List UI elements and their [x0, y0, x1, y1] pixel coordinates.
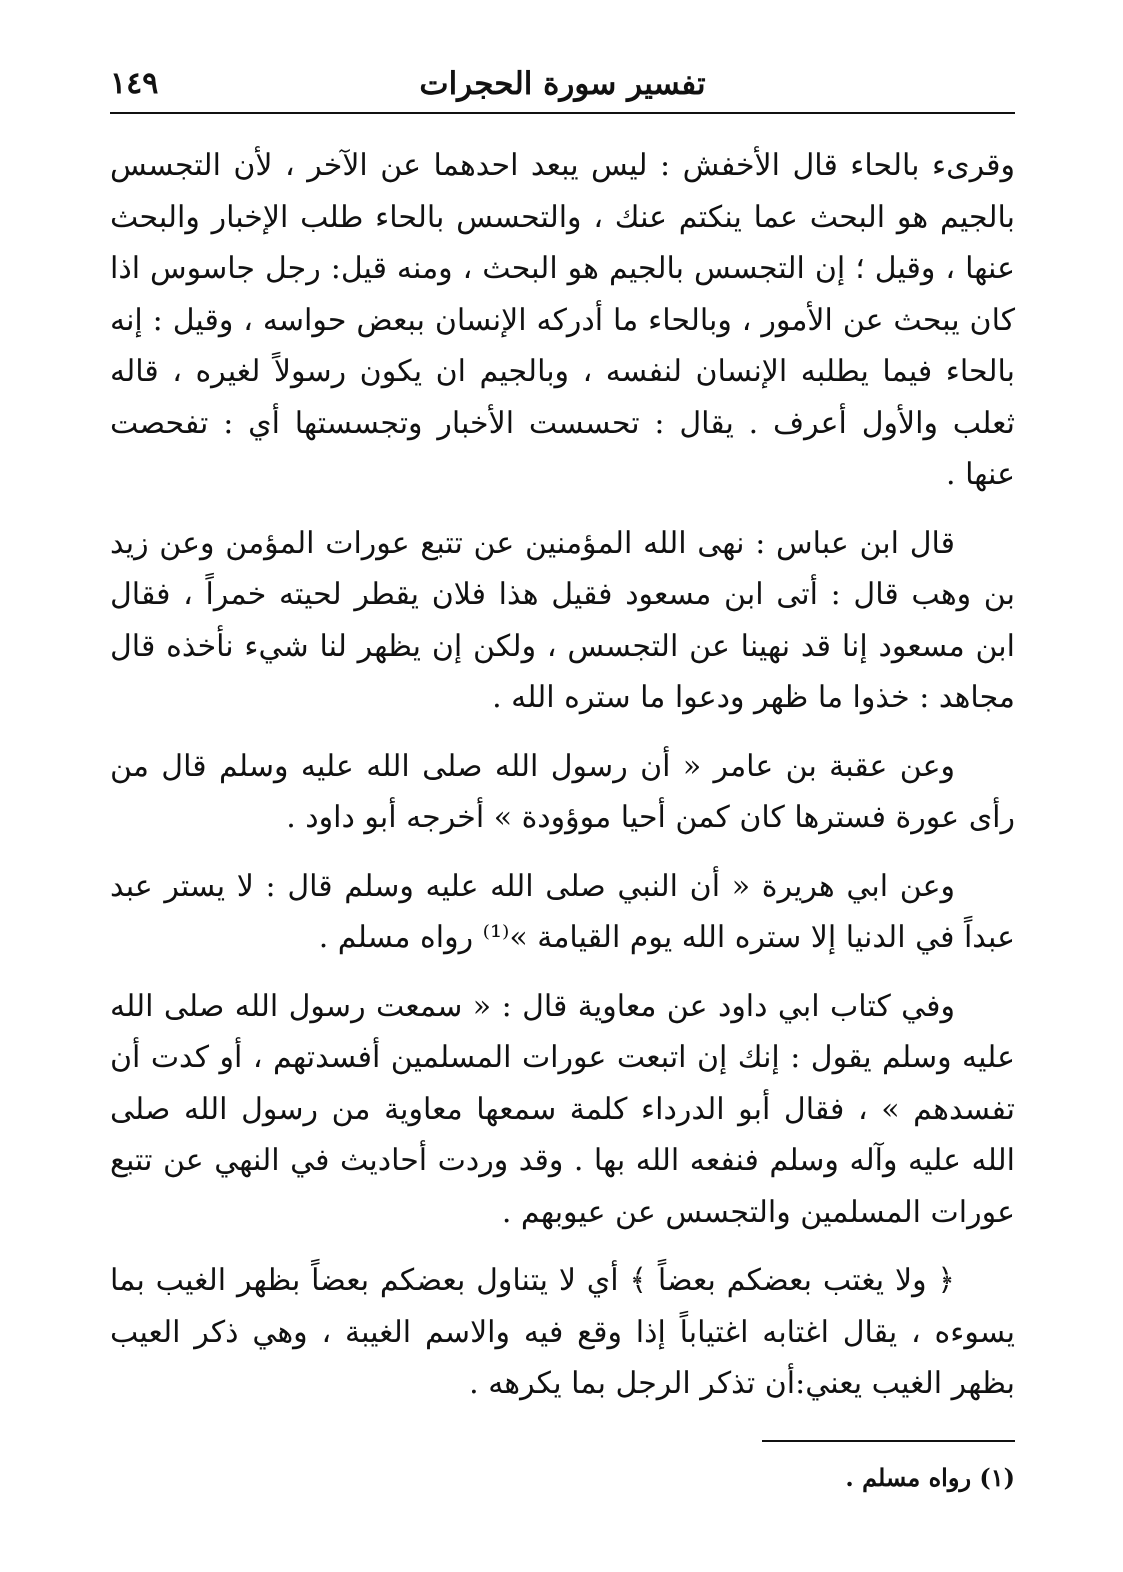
page-number: ١٤٩ — [110, 66, 159, 101]
footnote: (١) رواه مسلم . — [845, 1463, 1015, 1492]
paragraph-4: وعن ابي هريرة « أن النبي صلى الله عليه وسلم قال : لا يستر عبد عبداً في الدنيا إلا ستره الله يوم القيامة »⁽¹⁾ رواه مسلم . — [110, 868, 1015, 955]
paragraph-1: وقرىء بالحاء قال الأخفش : ليس يبعد احدهما عن الآخر ، لأن التجسس بالجيم هو البحث عما ينكتم عنك ، والتحسس بالحاء طلب الإخبار والبحث عنها ، وقيل ؛ إن التجسس بالجيم هو البحث ، ومنه قيل: رجل جاسوس اذا كان يبحث عن الأمور ، وبالحاء ما أدركه الإنسان ببعض حواسه ، وقيل : إنه بالحاء فيما يطلبه الإنسان لنفسه ، وبالجيم ان يكون رسولاً لغيره ، قاله ثعلب والأول أعرف . يقال : تحسست الأخبار وتجسستها أي : تفحصت عنها . — [110, 148, 1015, 492]
paragraph-3: وعن عقبة بن عامر « أن رسول الله صلى الله عليه وسلم قال من رأى عورة فسترها كان كمن أحيا موؤودة » أخرجه أبو داود . — [110, 748, 1015, 835]
paragraph-5: وفي كتاب ابي داود عن معاوية قال : « سمعت رسول الله صلى الله عليه وسلم يقول : إنك إن اتبعت عورات المسلمين أفسدتهم ، أو كدت أن تفسدهم » ، فقال أبو الدرداء كلمة سمعها معاوية من رسول الله صلى الله عليه وآله وسلم فنفعه الله بها . وقد وردت أحاديث في النهي عن تتبع عورات المسلمين والتجسس عن عيوبهم . — [110, 988, 1015, 1230]
footnote-rule — [762, 1440, 1015, 1442]
page-header — [110, 62, 1015, 110]
body-text — [110, 140, 1015, 1427]
paragraph-6: ﴿ ولا يغتب بعضكم بعضاً ﴾ أي لا يتناول بعضكم بعضاً بظهر الغيب بما يسوءه ، يقال اغتابه اغتياباً إذا وقع فيه والاسم الغيبة ، وهي ذكر العيب بظهر الغيب يعني:أن تذكر الرجل بما يكرهه . — [110, 1263, 1015, 1401]
paragraph-2: قال ابن عباس : نهى الله المؤمنين عن تتبع عورات المؤمن وعن زيد بن وهب قال : أتى ابن مسعود فقيل هذا فلان يقطر لحيته خمراً ، فقال ابن مسعود إنا قد نهينا عن التجسس ، ولكن إن يظهر لنا شيء نأخذه قال مجاهد : خذوا ما ظهر ودعوا ما ستره الله . — [110, 525, 1015, 715]
header-rule — [110, 112, 1015, 114]
running-title: تفسير سورة الحجرات — [419, 66, 706, 102]
